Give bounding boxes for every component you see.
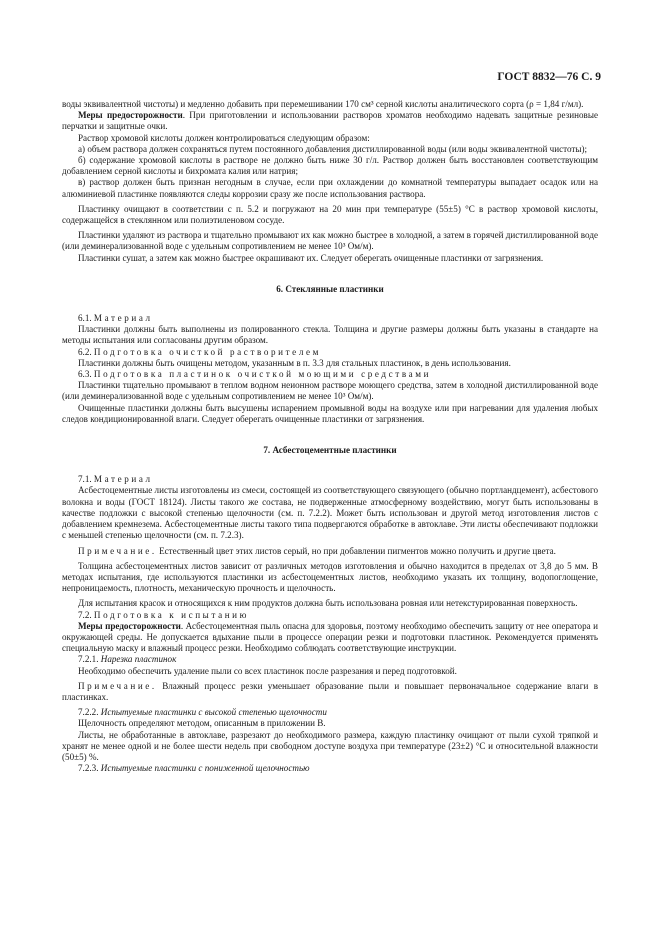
paragraph: Раствор хромовой кислоты должен контролироваться следующим образом:: [78, 132, 370, 143]
note-label: Примечание.: [78, 545, 157, 556]
paragraph: Пластинки сушат, а затем как можно быстрее окрашивают их. Следует оберегать очищенные пластинки от загрязнения.: [78, 252, 544, 263]
note-text: Естественный цвет этих листов серый, но при добавлении пигментов можно получить и другие цвета.: [156, 545, 556, 556]
paragraph: Очищенные пластинки должны быть высушены испарением промывной воды на воздухе или при нагревании для удаления любых следов кондиционированной влаги. Следует оберегать очищенные пластинки от загрязнения.: [62, 402, 598, 424]
subsection-title: Материал: [93, 313, 153, 324]
paragraph-text: . При приготовлении и использовании растворов хроматов необходимо надевать защитные резиновые перчатки и защитные очки.: [62, 110, 598, 132]
paragraph: Пластинки должны быть очищены методом, указанным в п. 3.3 для стальных пластинок, в день использования.: [78, 357, 511, 368]
section-heading: 7. Асбестоцементные пластинки: [263, 445, 397, 456]
page-header: ГОСТ 8832—76 С. 9: [497, 71, 601, 83]
paragraph: Пластинки удаляют из раствора и тщательно промывают их как можно быстрее в холодной, а затем в горячей дистиллированной воде (или деминерализованной воде с удельным сопротивлением не менее 10³ Ом/м).: [62, 230, 598, 252]
subsection-number: 6.1.: [78, 313, 92, 324]
paragraph: Пластинки должны быть выполнены из полированного стекла. Толщина и другие размеры должны быть указаны в стандарте на методы испытания или согласованы другим образом.: [62, 324, 598, 346]
subsection-number: 6.2.: [78, 346, 92, 357]
paragraph: Листы, не обработанные в автоклаве, разрезают до необходимого размера, каждую пластинку очищают от пыли сухой тряпкой и хранят не менее одной и не более шести недель при свободном доступе воздуха при температуре (23±2) °С и относительной влажности (50±5) %.: [62, 729, 598, 762]
subsection-heading: [62, 369, 598, 380]
subsection-title: Материал: [93, 474, 153, 485]
paragraph: [62, 621, 598, 655]
paragraph: Пластинки тщательно промывают в теплом водном неионном растворе моющего средства, затем в холодной дистиллированной воде (или деминерализованной воде с удельным сопротивлением не менее 10³ Ом/м).: [62, 380, 598, 402]
paragraph: Пластинку очищают в соответствии с п. 5.2 и погружают на 20 мин при температуре (55±5) °С в раствор хромовой кислоты, содержащейся в стеклянном или полиэтиленовом сосуде.: [62, 203, 598, 226]
list-item: а) объем раствора должен сохраняться путем постоянного добавления дистиллированной воды (или воды эквивалентной чистоты);: [78, 143, 588, 154]
subsection-heading: [62, 707, 598, 718]
subsection-number: 6.3.: [78, 369, 92, 380]
subsection-heading: [62, 610, 598, 621]
subsection-heading: [62, 474, 598, 485]
subsection-title: Подготовка очисткой растворителем: [93, 346, 321, 357]
subsection-title: Испытуемые пластинки с высокой степенью щелочности: [100, 707, 327, 718]
subsection-heading: [62, 654, 598, 665]
paragraph: Щелочность определяют методом, описанным в приложении В.: [78, 718, 326, 729]
precaution-label: Меры предосторожности: [78, 110, 183, 121]
list-item: б) содержание хромовой кислоты в растворе не должно быть ниже 30 г/л. Раствор должен быть восстановлен соответствующим добавлением серной кислоты и бихромата калия или натрия;: [62, 155, 598, 177]
paragraph: Толщина асбестоцементных листов зависит от различных методов изготовления и обычно находится в пределах от 3,8 до 5 мм. В методах испытания, где используются пластинки из асбестоцементных листов, необходимо указать их толщину, водопоглощение, непроницаемость, плотность, механическую прочность и щелочность.: [62, 560, 598, 594]
precaution-label: Меры предосторожности: [78, 620, 181, 631]
paragraph: Асбестоцементные листы изготовлены из смеси, состоящей из соответствующего связующего (обычно портландцемент), асбестового волокна и воды (ГОСТ 18124). Листы такого же состава, не подверженные атмосферному воздействию, могут быть использованы в качестве подложки с высокой степенью щелочности (см. п. 7.2.2). Может быть использован и другой метод изготовления листов с добавлением кремнезема. Асбестоцементные листы такого типа подвергаются обработке в автоклаве. Эти листы обеспечивают подложки с меньшей степенью щелочности (см. п. 7.2.3).: [62, 485, 598, 541]
subsection-heading: [62, 313, 598, 324]
subsection-heading: [62, 763, 598, 774]
subsection-title: Подготовка к испытанию: [93, 609, 250, 620]
subsection-number: 7.2.2.: [78, 707, 99, 718]
paragraph: Необходимо обеспечить удаление пыли со всех пластинок после разрезания и перед подготовкой.: [78, 665, 457, 676]
subsection-title: Нарезка пластинок: [100, 654, 177, 665]
subsection-title: Испытуемые пластинки с пониженной щелочностью: [100, 763, 310, 774]
paragraph-text: . Асбестоцементная пыль опасна для здоровья, поэтому необходимо обеспечить защиту от нее оператора и окружающей среды. Не допускается вдыхание пыли в процессе операции резки и подготовки пластинок. Рекомендуется применять специальную маску и влажный процесс резки. Необходимо соблюдать соответствующие инструкции.: [62, 620, 598, 654]
note-label: Примечание.: [78, 680, 157, 691]
subsection-number: 7.2.3.: [78, 763, 99, 774]
list-item: в) раствор должен быть признан негодным в случае, если при охлаждении до комнатной температуры выпадает осадок или на алюминиевой пластинке появляются следы коррозии сразу же после использования раствора.: [62, 177, 598, 199]
note: [62, 546, 598, 557]
subsection-title: Подготовка пластинок очисткой моющими средствами: [93, 369, 432, 380]
paragraph: воды эквивалентной чистоты) и медленно добавить при перемешивании 170 см³ серной кислоты аналитического сорта (ρ = 1,84 г/мл).: [62, 99, 584, 109]
note: [62, 681, 598, 703]
subsection-number: 7.2.1.: [78, 654, 99, 665]
paragraph: [62, 110, 598, 132]
document-body: [62, 99, 598, 774]
note-text: Влажный процесс резки уменьшает образование пыли и повышает первоначальное содержание влаги в пластинках.: [62, 680, 598, 702]
paragraph: Для испытания красок и относящихся к ним продуктов должна быть использована ровная или нетекстурированная поверхность.: [78, 598, 578, 609]
subsection-number: 7.1.: [78, 474, 92, 485]
subsection-number: 7.2.: [78, 609, 92, 620]
subsection-heading: [62, 347, 598, 358]
section-heading: 6. Стеклянные пластинки: [276, 283, 384, 294]
